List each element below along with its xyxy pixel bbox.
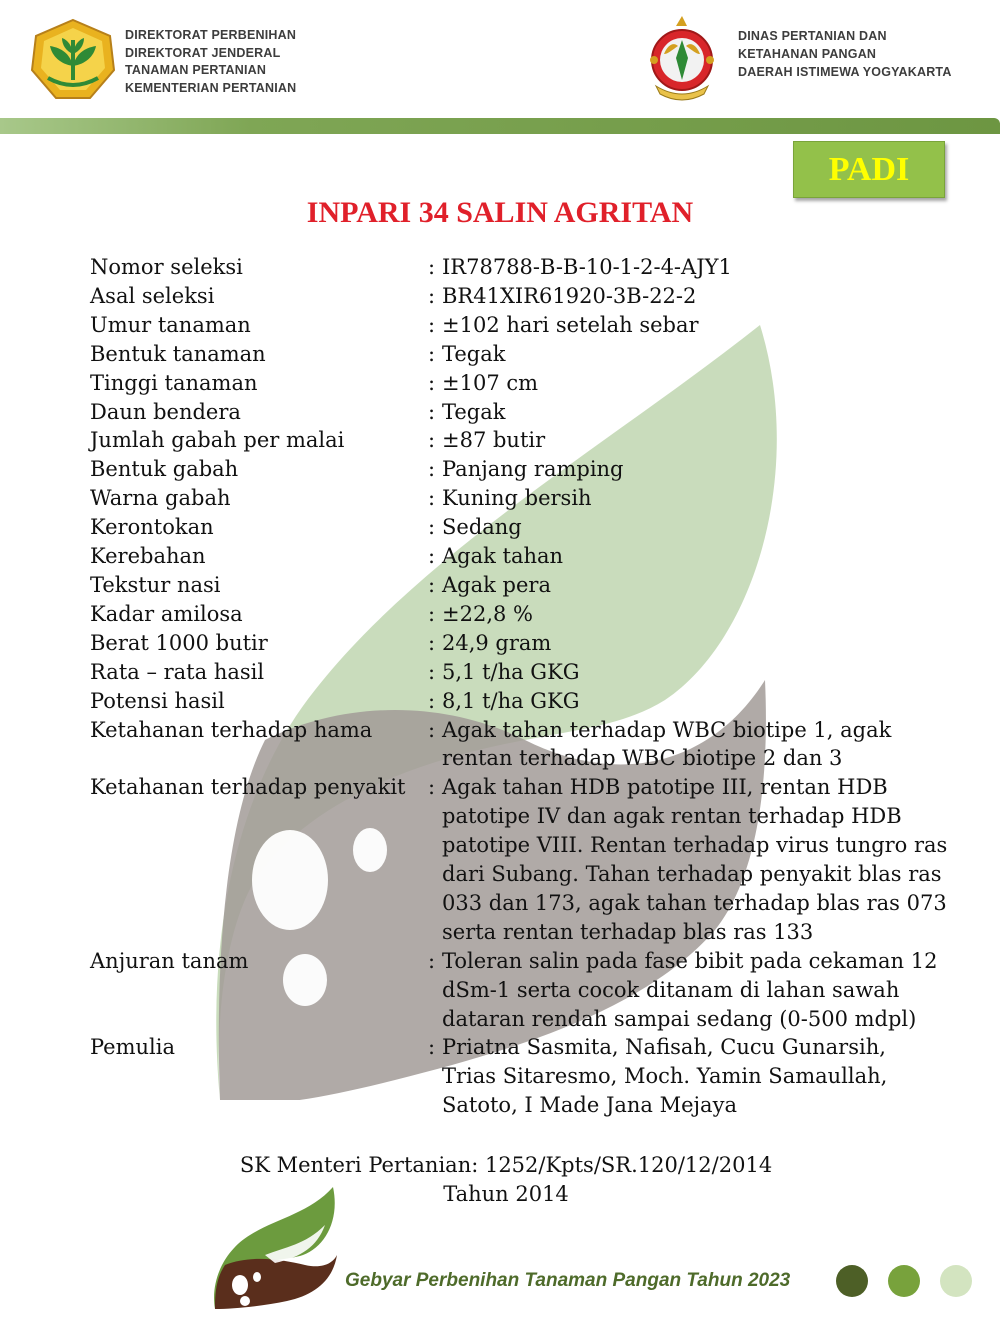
spec-value: Agak tahan xyxy=(442,544,564,569)
spec-value: ±107 cm xyxy=(442,370,539,395)
spec-row: Ketahanan terhadap penyakit : Agak tahan HDB patotipe III, rentan HDB patotipe IV dan agak rentan terhadap HDB patotipe VIII. Rentan terhadap virus tungro ras dari Subang. Tahan terhadap penyakit blas ras 033 dan 173, agak tahan terhadap blas ras 073 serta rentan terhadap blas ras 133 xyxy=(90,773,950,946)
spec-row: Daun bendera : Tegak xyxy=(90,398,950,427)
category-badge xyxy=(793,141,945,198)
spec-table xyxy=(90,253,950,1120)
spec-row: Bentuk gabah : Panjang ramping xyxy=(90,455,950,484)
category-badge-label: PADI xyxy=(828,150,910,188)
spec-row: Tekstur nasi : Agak pera xyxy=(90,571,950,600)
spec-label: Tinggi tanaman xyxy=(90,370,258,395)
spec-row: Umur tanaman : ±102 hari setelah sebar xyxy=(90,311,950,340)
spec-value: Kuning bersih xyxy=(442,486,592,511)
spec-value: Panjang ramping xyxy=(442,457,624,482)
spec-label: Bentuk tanaman xyxy=(90,341,266,366)
spec-row: Kerebahan : Agak tahan xyxy=(90,542,950,571)
decor-dot-light xyxy=(940,1265,972,1297)
leaf-logo-icon xyxy=(205,1185,340,1310)
spec-label: Tekstur nasi xyxy=(90,572,221,597)
spec-value: ±102 hari setelah sebar xyxy=(442,312,699,337)
spec-value: 24,9 gram xyxy=(442,630,552,655)
spec-value: Tegak xyxy=(442,399,506,424)
kementan-logo xyxy=(28,18,118,102)
spec-label: Jumlah gabah per malai xyxy=(90,428,345,453)
decree-number: SK Menteri Pertanian: 1252/Kpts/SR.120/12/2014 xyxy=(239,1153,773,1177)
spec-label: Anjuran tanam xyxy=(90,948,249,973)
spec-value: IR78788-B-B-10-1-2-4-AJY1 xyxy=(442,255,732,279)
spec-label: Berat 1000 butir xyxy=(90,630,268,655)
spec-label: Nomor seleksi xyxy=(90,255,243,279)
spec-row: Asal seleksi : BR41XIR61920-3B-22-2 xyxy=(90,282,950,311)
spec-row: Pemulia : Priatna Sasmita, Nafisah, Cucu Gunarsih, Trias Sitaresmo, Moch. Yamin Samaullah, Satoto, I Made Jana Mejaya xyxy=(90,1033,950,1120)
header-right-line: KETAHANAN PANGAN xyxy=(738,47,877,61)
spec-value: Tegak xyxy=(442,341,506,366)
spec-row: Jumlah gabah per malai : ±87 butir xyxy=(90,426,950,455)
spec-row: Warna gabah : Kuning bersih xyxy=(90,484,950,513)
header-right-line: DAERAH ISTIMEWA YOGYAKARTA xyxy=(738,65,952,79)
diy-emblem-logo xyxy=(642,14,722,104)
spec-label: Kadar amilosa xyxy=(90,601,243,626)
spec-value: 5,1 t/ha GKG xyxy=(442,659,580,684)
spec-row: Kerontokan : Sedang xyxy=(90,513,950,542)
spec-label: Asal seleksi xyxy=(90,283,215,308)
header-divider xyxy=(0,118,1000,134)
spec-row: Potensi hasil : 8,1 t/ha GKG xyxy=(90,687,950,716)
header-left-line: TANAMAN PERTANIAN xyxy=(125,63,267,77)
spec-label: Pemulia xyxy=(90,1035,176,1060)
spec-row: Anjuran tanam : Toleran salin pada fase bibit pada cekaman 12 dSm-1 serta cocok ditanam di lahan sawah dataran rendah sampai sedang (0-500 mdpl) xyxy=(90,947,950,1034)
spec-row: Rata – rata hasil : 5,1 t/ha GKG xyxy=(90,658,950,687)
spec-label: Warna gabah xyxy=(90,486,231,511)
spec-label: Ketahanan terhadap penyakit xyxy=(90,775,406,800)
spec-value: Sedang xyxy=(442,515,522,540)
spec-value: Priatna Sasmita, Nafisah, Cucu Gunarsih, Trias Sitaresmo, Moch. Yamin Samaullah, Satoto, I Made Jana Mejaya xyxy=(442,1035,888,1118)
spec-value: ±22,8 % xyxy=(442,601,533,626)
decree-year: Tahun 2014 xyxy=(443,1182,569,1206)
header-right-text xyxy=(738,27,952,81)
spec-row: Nomor seleksi : IR78788-B-B-10-1-2-4-AJY1 xyxy=(90,253,950,282)
spec-value: ±87 butir xyxy=(442,428,546,453)
spec-row: Ketahanan terhadap hama : Agak tahan terhadap WBC biotipe 1, agak rentan terhadap WBC biotipe 2 dan 3 xyxy=(90,716,950,774)
spec-value: BR41XIR61920-3B-22-2 xyxy=(442,283,697,308)
spec-label: Potensi hasil xyxy=(90,688,225,713)
decree-reference xyxy=(0,1151,1000,1209)
spec-label: Ketahanan terhadap hama xyxy=(90,717,373,742)
spec-value: Toleran salin pada fase bibit pada cekaman 12 dSm-1 serta cocok ditanam di lahan sawah dataran rendah sampai sedang (0-500 mdpl) xyxy=(442,948,938,1031)
spec-value: Agak tahan terhadap WBC biotipe 1, agak rentan terhadap WBC biotipe 2 dan 3 xyxy=(442,717,892,771)
page-title: INPARI 34 SALIN AGRITAN xyxy=(306,196,694,229)
spec-row: Tinggi tanaman : ±107 cm xyxy=(90,369,950,398)
decor-dot-dark xyxy=(836,1265,868,1297)
header-left-line: DIREKTORAT PERBENIHAN xyxy=(125,28,297,42)
spec-label: Kerebahan xyxy=(90,544,206,569)
footer-tagline: Gebyar Perbenihan Tanaman Pangan Tahun 2023 xyxy=(345,1270,791,1291)
spec-label: Bentuk gabah xyxy=(90,457,239,482)
spec-label: Rata – rata hasil xyxy=(90,659,265,684)
spec-label: Kerontokan xyxy=(90,515,214,540)
spec-label: Daun bendera xyxy=(90,399,241,424)
spec-row: Kadar amilosa : ±22,8 % xyxy=(90,600,950,629)
spec-value: 8,1 t/ha GKG xyxy=(442,688,580,713)
header-left-line: DIREKTORAT JENDERAL xyxy=(125,45,281,60)
header-right-line: DINAS PERTANIAN DAN xyxy=(738,29,887,43)
spec-value: Agak tahan HDB patotipe III, rentan HDB patotipe IV dan agak rentan terhadap HDB patotipe VIII. Rentan terhadap virus tungro ras dari Subang. Tahan terhadap penyakit blas ras 033 dan 173, agak tahan terhadap blas ras 073 serta rentan terhadap blas ras 133 xyxy=(442,775,948,944)
header-left-line: KEMENTERIAN PERTANIAN xyxy=(125,80,297,95)
header-left-text xyxy=(125,27,296,97)
spec-label: Umur tanaman xyxy=(90,312,251,337)
spec-value: Agak pera xyxy=(442,572,551,597)
decor-dot-medium xyxy=(888,1265,920,1297)
spec-row: Bentuk tanaman : Tegak xyxy=(90,340,950,369)
spec-row: Berat 1000 butir : 24,9 gram xyxy=(90,629,950,658)
